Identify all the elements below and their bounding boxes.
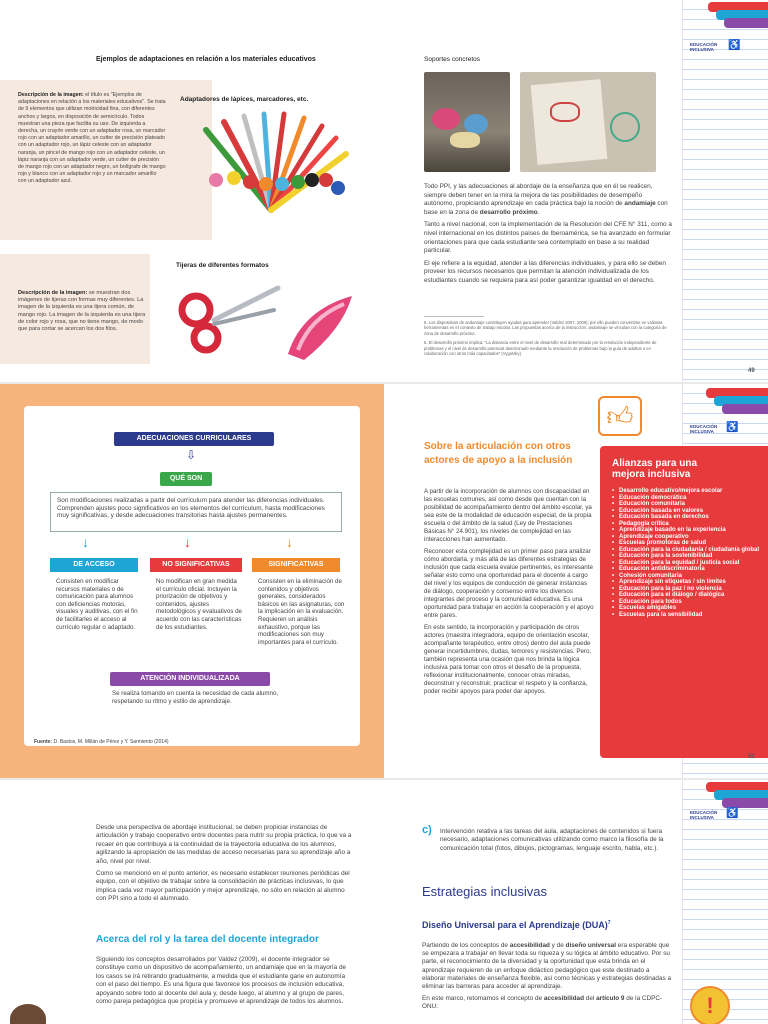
paragraph: Como se mencionó en el punto anterior, es necesario establecer reuniones periódicas del equipo, con el objetivo de trabajar sobre la consolidación de prácticas inclusivas, lo que implica cada vez mayor participación y mejor aprendizaje, no sólo en relación al alumno con PPI sino a todo el alumnado. (96, 870, 350, 903)
list-letter: c) (422, 824, 432, 836)
soportes-photo-1 (424, 72, 510, 172)
tijeras-title: Tijeras de diferentes formatos (176, 262, 269, 269)
paragraph: En este sentido, la incorporación y participación de otros actores (maestra integradora, equipo de orientación escolar, acompañante terapéutico, entre otros) dentro del aula puede generar incertidumbres, dudas, temores y resistencias. Pero, también representa una ocasión que nos brinda la lógica inclusiva para tomar con otros el desafío de la propuesta, reflexionar institucionalmente, conocer otras miradas, deconstruir y reconstruir, practicar el respeto y la confianza, poder recibir apoyos para poder dar apoyos. (424, 624, 592, 695)
page-bottom-left (0, 780, 384, 1024)
drawing-mark (550, 102, 580, 122)
col-significativas-title: SIGNIFICATIVAS (252, 558, 340, 572)
image-description-2: Descripción de la imagen: se muestran dos imágenes de tijeras con formas muy diferentes. La imagen de la izquierda es una tijera común, de mango rojo. La imagen de la izquierda es una tijera de color rojo y rosa, que no tiene mango, de modo que para cortar se acercan los dos filos. (18, 290, 146, 333)
grip (305, 173, 319, 187)
page-number: 49 (748, 368, 755, 374)
edu-inclusiva-icon: ♿ (728, 40, 741, 51)
footnote-divider (424, 316, 484, 317)
drawing-mark (610, 112, 640, 142)
paragraph: Reconocer esta complejidad es un primer paso para analizar cómo abordarla, y más allá de las diferentes estrategias de inclusión que cada escuela evalúe pertinentes, es interesante señalar esto como una oportunidad para el docente a cargo del nivel y los equipos de conducción de generar instancias de diálogo, cooperación y consenso entre los diversos integrantes del proceso y la comunidad educativa. Es una oportunidad para trabajar en acción la cooperación y el apoyo entre pares. (424, 548, 594, 619)
image-description-1: Descripción de la imagen: el título es "Ejemplos de adaptaciones en relación a los materiales educativos". Se trata de 9 elementos que utilizan motricidad fina, con diferentes anchos y largos, en disposición de semicírculo. Todos muestran una pieza que facilita su uso. De izquierda a derecha, un crayón verde con un adaptador rosa, un marcador rojo con un adaptador amarillo, un cutter de precisión plateado con un adaptador rojo, un lápiz celeste con un adaptador naranja, un pincel de mango rojo con un adaptador celeste, un lápiz naranja con un adaptador verde, un cutter de precisión de mango rojo con un adaptador negro, un bolígrafo de mango rojo y blanco con un adaptador rojo y un marcador amarillo con un adaptador azul. (18, 92, 166, 185)
alianza-item: • Pedagogía crítica (612, 521, 760, 528)
color-tab (722, 404, 768, 414)
clay-shape (450, 132, 480, 148)
section-heading: Estrategias inclusivas (422, 884, 547, 899)
alianzas-list (612, 488, 760, 618)
scissors-red-image (170, 280, 282, 360)
alianza-item: • Educación basada en derechos (612, 514, 760, 521)
down-arrow: ⇩ (186, 448, 197, 462)
source-note: Fuente: D. Bastos, M. Millán de Pérez y Y. Sarmiento (2014) (34, 739, 169, 745)
alianza-item: • Cohesión comunitaria (612, 573, 760, 580)
soportes-photo-2 (520, 72, 656, 172)
col-no-significativas-title: NO SIGNIFICATIVAS (150, 558, 242, 572)
grip (291, 175, 305, 189)
grip (227, 171, 241, 185)
color-tab (724, 18, 768, 28)
grip (243, 175, 257, 189)
footnotes: 5. Los dispositivos de andamiaje constituyen ayudas para aprender (Valdez 2007, 2009); por ello pueden convertirse en valiosas herramientas en el contexto de trabajo escolar. Las propuestas acerca de la instrucción: andamiaje se vinculan con la categoría de zona de desarrollo próximo. 6. El desarrollo próximo implica: "La distancia entre el nivel de desarrollo real determinado por la resolución independiente de problemas y el nivel de desarrollo potencial determinado mediante la resolución de problemas bajo la guía de adultos o en colaboración con otros más capacitados" (Vygotsky). (424, 320, 667, 357)
body-text (422, 942, 672, 1016)
alianza-item: • Aprendizaje sin etiquetas / sin límites (612, 579, 760, 586)
edu-inclusiva-icon: ♿ (726, 422, 739, 433)
grip (259, 177, 273, 191)
notebook-margin (682, 0, 768, 382)
alert-icon: ! (690, 986, 730, 1024)
paragraph: En este marco, retomamos el concepto de accesibilidad del artículo 9 de la CDPC-ONU: (422, 995, 663, 1011)
paragraph: Tanto a nivel nacional, con la implementación de la Resolución del CFE N° 311, como a nivel internacional en los distintos países de Iberoamérica, se ha avanzado en formular orientaciones para que cada estudiante sea contemplado en base a su realidad particular. (424, 221, 672, 255)
paragraph: Todo PPI, y las adecuaciones al abordaje de la enseñanza que en él se realicen, siempre deben tener en la mira la mejora de las posibilidades de desempeño autónomo, propiciando aprendizaje en cada práctica bajo la noción de andamiaje con base en la zona de desarrollo próximo. (424, 183, 668, 216)
alianza-item: • Desarrollo educativo/mejora escolar (612, 488, 760, 495)
list-item-text: Intervención relativa a las tareas del aula, adaptaciones de contenidos si fuera necesario, adaptaciones comunicativas utilizando como marco la filosofía de la comunicación total (fotos, dibujos, pictogramas, lenguaje escrito, habla, etc.). (440, 828, 664, 852)
alianza-item: • Educación antidiscriminatoria (612, 566, 760, 573)
scissors-pink-image (282, 290, 362, 364)
alianza-item: • Educación comunitaria (612, 501, 760, 508)
alianza-item: • Educación basada en valores (612, 508, 760, 515)
thumbs-up-icon: 👍︎ (598, 396, 642, 436)
adecuaciones-panel (0, 384, 384, 778)
alianzas-title: Alianzas para una mejora inclusiva (612, 458, 698, 480)
soportes-title: Soportes concretos (424, 56, 481, 63)
diagram-title: ADECUACIONES CURRICULARES (114, 432, 274, 446)
section-heading: Acerca del rol y la tarea del docente integrador (96, 934, 319, 945)
clay-shape (432, 108, 460, 130)
paper-sheet (531, 79, 608, 165)
alianza-item: • Escuelas para la sensibilidad (612, 612, 760, 619)
edu-inclusiva-icon: ♿ (726, 808, 739, 819)
paragraph: A partir de la incorporación de alumnos con discapacidad en las escuelas comunes, así como desde que cuentan con la posibilidad de acompañamiento dentro del ámbito escolar, ya sea este de la modalidad de educación especial, de la propia escuela o del ámbito de la salud (Ley de Prestaciones Básicas N° 24.901), los niveles de complejidad en las interacciones han aumentado. (424, 488, 592, 543)
adaptadores-title: Adaptadores de lápices, marcadores, etc. (180, 96, 309, 103)
col-significativas-text: Consisten en la eliminación de contenidos y objetivos generales, considerados básicos en las asignaturas, con la implicación en la evaluación. Requieren un análisis exhaustivo, porque las modificaciones son muy importantes para el currículo. (258, 578, 345, 646)
alianza-item: • Educación para la equidad / justicia social (612, 560, 760, 567)
paragraph: Desde una perspectiva de abordaje institucional, se deben propiciar instancias de articulación y trabajo cooperativo entre docentes para nutrir su propia práctica, lo que va a recaer en que contribuya a la continuidad de la trayectoria educativa de los alumnos, agilizando la apropiación de las medidas de acceso necesarias para su aprendizaje año a año, nivel por nivel. (96, 824, 352, 865)
edu-inclusiva-badge: EDUCACIÓN INCLUSIVA (690, 810, 718, 820)
col-no-significativas-text: No modifican en gran medida el currículo oficial. Incluyen la priorización de objetivos y contenidos, ajustes metodológicos y evaluativos de acuerdo con las características de los estudiantes. (156, 578, 242, 631)
alianza-item: • Educación para todos (612, 599, 760, 606)
grip (331, 181, 345, 195)
character-illustration (10, 1004, 46, 1024)
alianza-item: • Aprendizaje basado en la experiencia (612, 527, 760, 534)
branch-icon: ↓ (286, 534, 293, 550)
body-text (424, 183, 672, 290)
edu-inclusiva-badge: EDUCACIÓN INCLUSIVA (690, 424, 718, 434)
section-heading: Sobre la articulación con otros actores de apoyo a la inclusión (424, 441, 573, 466)
alianza-item: • Educación democrática (612, 495, 760, 502)
col-de-acceso-title: DE ACCESO (50, 558, 138, 572)
page-number: 51 (748, 754, 755, 760)
adaptadores-image (186, 110, 356, 222)
body-text-2: Siguiendo los conceptos desarrollados por Valdez (2009), el docente integrador se constituye como un dispositivo de acompañamiento, un andamiaje que en la mayoría de los casos se irá retirando gradualmente, a medida que el estudiante gane en autonomía con el paso del tiempo. Es una figura que favorece los procesos de inclusión educativa, apoyando sobre todo al docente del aula y, desde luego, al alumno y al grupo de pares, como pareja pedagógica que propicia y promueve el aprendizaje de todos los alumnos. (96, 956, 347, 1006)
page-51 (384, 384, 768, 778)
alianza-item: • Educación para el diálogo / dialógica (612, 592, 760, 599)
branch-icon: ↓ (184, 534, 191, 550)
page-bottom-right (384, 780, 768, 1024)
body-text (96, 824, 352, 908)
alianza-item: • Escuelas amigables (612, 605, 760, 612)
page-49 (0, 0, 768, 382)
branch-icon: ↓ (82, 534, 89, 550)
paragraph: El eje refiere a la equidad, atender a las diferencias individuales, y para ello se deben proveer los recursos necesarios que permitan la atención individualizada de los estudiantes cuando se requiera para así poder garantizar igualdad en el derecho. (424, 259, 666, 284)
grip (209, 173, 223, 187)
alianza-item: • Educación para la paz / no violencia (612, 586, 760, 593)
alianza-item: • Escuelas promotoras de salud (612, 540, 760, 547)
paragraph: Partiendo de los conceptos de accesibilidad y de diseño universal era esperable que se empezara a trabajar en llevar toda su riqueza y su lógica al ámbito educativo. Por su parte, el reconocimiento de la diversidad y la oportunidad que esta brinda en el aprendizaje requieren de un enfoque didáctico pedagógico que este destinado a elaborar materiales de enseñanza flexible, así como técnicas y estrategias destinadas a eliminar las barreras para acceder al aprendizaje. (422, 942, 672, 991)
alianza-item: • Educación para la sostenibilidad (612, 553, 760, 560)
alianza-item: • Aprendizaje cooperativo (612, 534, 760, 541)
alianzas-box (600, 446, 768, 758)
color-tab (722, 798, 768, 808)
definition-box: Son modificaciones realizadas a partir del currículum para atender las diferencias individuales. Comprenden ajustes poco significativos en los elementos del currículum, hasta modificaciones muy significativas, y desde adecuaciones transitorias hasta ajustes permanentes. (50, 492, 342, 532)
grip (275, 177, 289, 191)
que-son-label: QUÉ SON (160, 472, 212, 486)
grip (319, 173, 333, 187)
section-heading: Ejemplos de adaptaciones en relación a los materiales educativos (96, 56, 316, 63)
edu-inclusiva-badge: EDUCACIÓN INCLUSIVA (690, 42, 718, 52)
atencion-title: ATENCIÓN INDIVIDUALIZADA (110, 672, 270, 686)
atencion-text: Se realiza tomando en cuenta la necesidad de cada alumno, respetando su ritmo y estilo de aprendizaje. (112, 690, 279, 705)
body-text (424, 488, 594, 700)
alianza-item: • Educación para la ciudadanía / ciudadanía global (612, 547, 760, 554)
subheading: Diseño Universal para el Aprendizaje (DUA)$^7$ (422, 920, 611, 930)
col-de-acceso-text: Consisten en modificar recursos materiales o de comunicación para alumnos con deficiencias motoras, visuales y auditivas, con el fin de facilitarles el acceso al currículo regular o adaptado. (56, 578, 138, 631)
clay-shape (464, 114, 488, 134)
